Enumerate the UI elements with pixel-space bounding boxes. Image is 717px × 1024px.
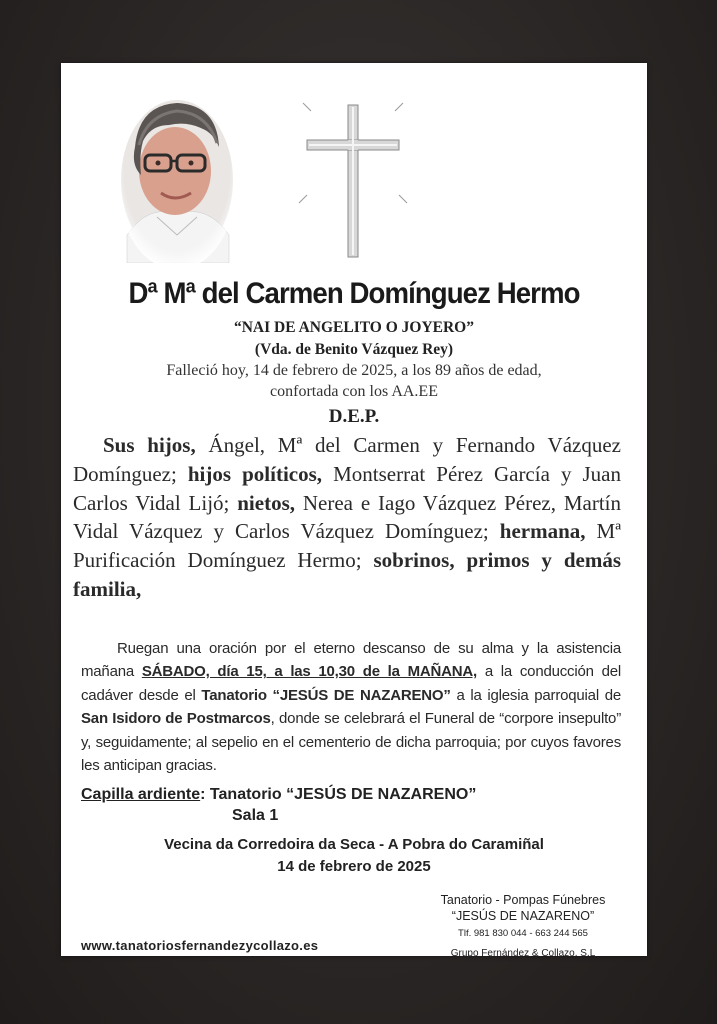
website-link[interactable]: www.tanatoriosfernandezycollazo.es [81,938,319,953]
widow-of: (Vda. de Benito Vázquez Rey) [254,341,454,358]
church-name: San Isidoro de Postmarcos [81,710,271,728]
grandchildren-names: Nerea e Iago Vázquez Pérez, Martín Vidal Vázquez y Carlos Vázquez Domínguez; [73,490,621,544]
death-notice-line-2: confortada con los AA.EE [270,383,438,400]
grandchildren-label: nietos, [237,490,295,515]
prayer-text-3: a la iglesia parroquial de [450,686,621,704]
residence-line: Vecina da Corredoira da Seca - A Pobra do Caramiñal [164,836,544,853]
in-laws-names: Montserrat Pérez García y Juan Carlos Vidal Lijó; [73,461,622,515]
prayer-text-1: Ruegan una oración por el eterno descanso de su alma y la asistencia mañana [81,640,621,681]
in-laws-label: hijos políticos, [187,461,323,486]
funeral-home-line-2: “JESÚS DE NAZARENO” [451,909,595,923]
funeral-home-group: Grupo Fernández & Collazo, S.L [450,948,596,959]
prayer-text-2: a la conducción del cadáver desde el [81,663,621,704]
funeral-home-phones: Tlf. 981 830 044 - 663 244 565 [458,928,588,939]
tanatorio-name: Tanatorio “JESÚS DE NAZARENO” [201,686,451,704]
chapel-line [81,786,621,804]
chapel-room: Sala 1 [232,807,279,824]
notice-date: 14 de febrero de 2025 [277,858,431,875]
death-notice-line-1: Falleció hoy, 14 de febrero de 2025, a los 89 años de edad, [166,362,542,379]
prayer-paragraph [81,637,621,777]
prayer-text-4: , donde se celebrará el Funeral de “corpore insepulto” y, seguidamente; al sepelio en el cementerio de dicha parroquia; por cuyos favores les anticipan gracias. [81,710,621,775]
funeral-home-line-1: Tanatorio - Pompas Fúnebres [440,893,606,907]
obituary-sheet [61,63,647,959]
chapel-label: Capilla ardiente [81,786,201,803]
service-time: SÁBADO, día 15, a las 10,30 de la MAÑANA, [141,663,478,681]
sister-name: Mª Purificación Domínguez Hermo; [73,519,621,573]
funeral-home-block [423,892,623,962]
sister-label: hermana, [499,519,586,544]
cross-icon [293,95,413,263]
deceased-name-heading: Dª Mª del Carmen Domínguez Hermo [128,277,580,310]
nickname: “NAI DE ANGELITO O JOYERO” [233,319,474,336]
other-relatives-label: sobrinos, primos y demás familia, [73,548,621,601]
children-names: Ángel, Mª del Carmen y Fernando Vázquez Domínguez; [73,433,621,486]
family-paragraph [73,431,621,604]
chapel-place: : Tanatorio “JESÚS DE NAZARENO” [200,786,477,803]
dep-heading: D.E.P. [328,406,380,427]
children-label: Sus hijos, [103,433,196,457]
deceased-portrait-photo [117,85,237,263]
